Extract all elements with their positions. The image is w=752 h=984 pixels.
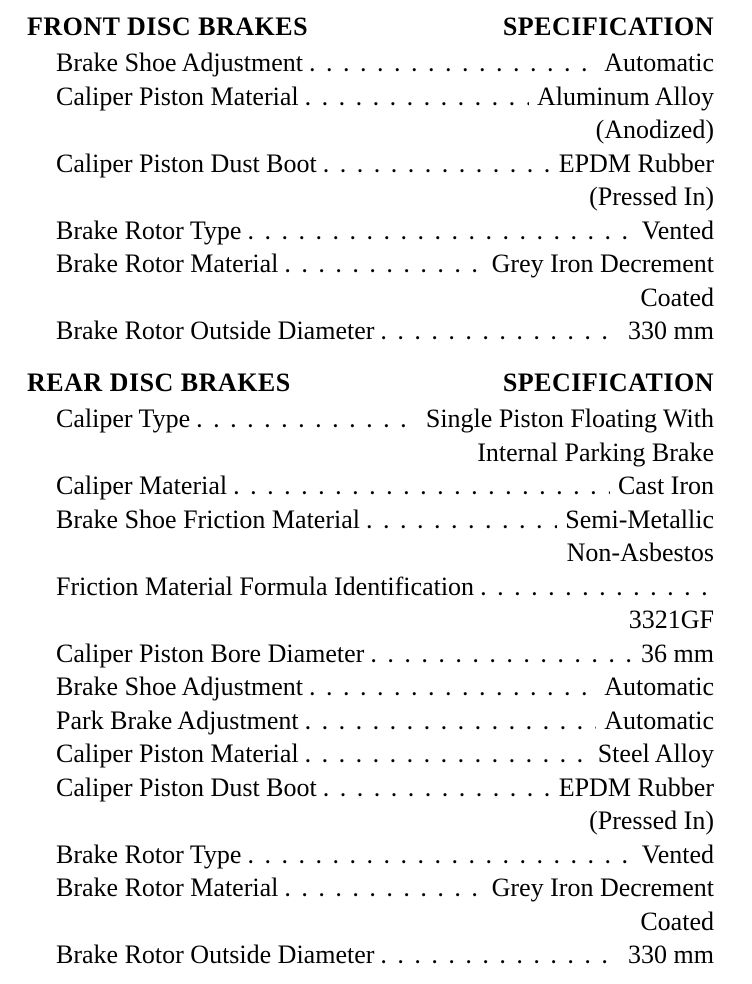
spec-value: 330 mm [628,940,714,969]
dot-leader [196,402,418,436]
dot-leader [247,214,633,248]
spec-value: Semi-Metallic [565,504,714,534]
spec-row [56,637,714,671]
spec-value: Automatic [604,48,714,77]
spec-row [56,147,714,214]
dot-leader [323,771,551,805]
column-header: SPECIFICATION [502,12,714,41]
spec-label: Friction Material Formula Identification [56,571,475,601]
spec-label: Park Brake Adjustment [56,705,299,735]
spec-value: Automatic [604,672,714,701]
spec-row [56,570,714,637]
spec-value-continuation: Coated [640,282,714,312]
spec-label: Brake Rotor Outside Diameter [56,316,375,345]
spec-label: Brake Rotor Type [56,215,242,245]
spec-row [56,503,714,570]
spec-row [56,838,714,872]
spec-value-continuation: Coated [640,906,714,936]
spec-value-continuation: 3321GF [628,605,714,634]
spec-label: Caliper Piston Material [56,739,299,768]
spec-value-continuation: (Pressed In) [589,182,714,211]
dot-leader [366,503,557,537]
spec-value: Vented [641,839,714,869]
spec-value: Single Piston Floating With [425,404,714,433]
spec-row [56,247,714,314]
section-title: REAR DISC BRAKES [27,368,291,397]
spec-row [56,771,714,838]
spec-label: Caliper Material [56,471,228,500]
spec-value: Aluminum Alloy [537,81,714,111]
spec-label: Caliper Piston Bore Diameter [56,638,365,668]
spec-row [56,80,714,147]
spec-label: Brake Rotor Outside Diameter [56,940,375,969]
front-disc-brakes-section [0,10,752,348]
spec-row [56,704,714,738]
spec-row [56,469,714,503]
spec-label: Caliper Piston Dust Boot [56,772,317,802]
spec-label: Caliper Piston Dust Boot [56,148,317,178]
dot-leader [323,147,551,181]
spec-row [56,670,714,704]
spec-value: Cast Iron [617,471,714,500]
section-header [0,10,752,46]
spec-label: Brake Shoe Adjustment [56,48,303,77]
spec-row [56,737,714,771]
spec-label: Caliper Piston Material [56,81,299,111]
spec-value: 36 mm [641,638,714,668]
dot-leader [305,704,597,738]
spec-row [56,214,714,248]
spec-value: Automatic [604,705,714,735]
dot-leader [380,938,620,972]
dot-leader [480,570,706,604]
spec-row [56,314,714,348]
spec-label: Caliper Type [56,404,191,433]
dot-leader [309,670,596,704]
spec-value: Steel Alloy [597,739,714,768]
spec-value: Grey Iron Decrement [491,249,714,278]
dot-leader [370,637,633,671]
spec-row [56,402,714,469]
spec-value: 330 mm [628,316,714,345]
spec-value-continuation: Non-Asbestos [566,538,714,567]
spec-label: Brake Rotor Material [56,249,279,278]
spec-label: Brake Shoe Adjustment [56,672,303,701]
rear-disc-brakes-section [0,366,752,972]
spec-row [56,938,714,972]
dot-leader [233,469,610,503]
dot-leader [284,247,483,281]
section-header [0,366,752,402]
section-title: FRONT DISC BRAKES [27,12,309,41]
column-header: SPECIFICATION [502,368,714,397]
dot-leader [380,314,620,348]
spec-value: EPDM Rubber [558,148,714,178]
dot-leader [247,838,633,872]
dot-leader [305,737,590,771]
dot-leader [305,80,529,114]
dot-leader [309,46,596,80]
spec-value: Grey Iron Decrement [491,873,714,902]
spec-value-continuation: (Pressed In) [589,806,714,835]
spec-label: Brake Rotor Type [56,839,242,869]
spec-label: Brake Shoe Friction Material [56,504,360,534]
spec-value-continuation: (Anodized) [595,115,714,144]
spec-value-continuation: Internal Parking Brake [477,437,714,467]
spec-row [56,46,714,80]
spec-row [56,871,714,938]
spec-value: EPDM Rubber [558,772,714,802]
spec-label: Brake Rotor Material [56,873,279,902]
spec-value: Vented [641,215,714,245]
dot-leader [284,871,483,905]
